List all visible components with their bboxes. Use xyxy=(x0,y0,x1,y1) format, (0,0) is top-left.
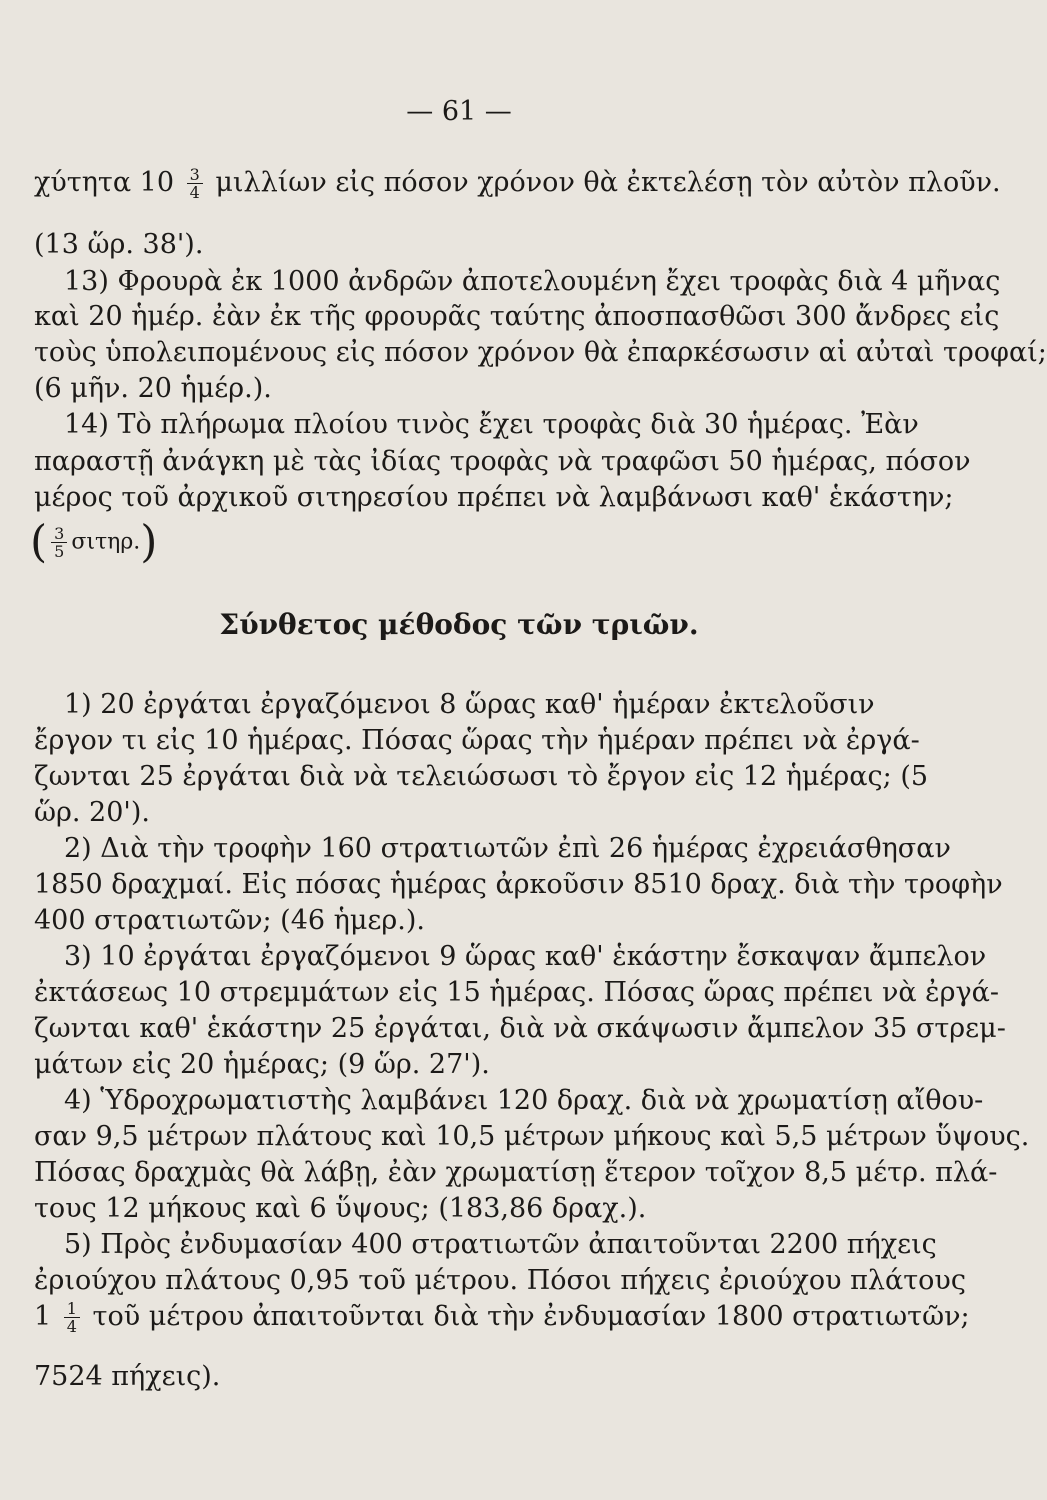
text-line: ἐριούχου πλάτους 0,95 τοῦ μέτρου. Πόσοι πήχεις ἐριούχου πλάτους xyxy=(34,1265,966,1296)
text-line: 3) 10 ἐργάται ἐργαζόμενοι 9 ὥρας καθ' ἑκάστην ἔσκαψαν ἄμπελον xyxy=(64,941,987,972)
text-line: τους 12 μήκους καὶ 6 ὕψους; (183,86 δραχ.). xyxy=(34,1193,647,1224)
text-span: μιλλίων εἰς πόσον χρόνον θὰ ἐκτελέσῃ τὸν αὐτὸν πλοῦν. xyxy=(206,167,1001,198)
text-line: (13 ὥρ. 38'). xyxy=(34,229,204,260)
fraction xyxy=(64,1300,80,1335)
text-line: (6 μῆν. 20 ἡμέρ.). xyxy=(34,373,272,404)
fraction-denominator: 4 xyxy=(189,183,200,202)
text-line: 7524 πήχεις). xyxy=(34,1361,221,1392)
text-span: 1 xyxy=(34,1301,60,1332)
text-line: 5) Πρὸς ἐνδυμασίαν 400 στρατιωτῶν ἀπαιτοῦνται 2200 πήχεις xyxy=(64,1229,937,1260)
fraction-denominator: 4 xyxy=(66,1317,77,1336)
text-line: ζωνται 25 ἐργάται διὰ νὰ τελειώσωσι τὸ ἔργον εἰς 12 ἡμέρας; (5 xyxy=(34,761,929,792)
fraction-denominator: 5 xyxy=(54,542,65,561)
text-span: χύτητα 10 xyxy=(34,167,183,198)
text-span: τοῦ μέτρου ἀπαιτοῦνται διὰ τὴν ἐνδυμασίαν 1800 στρατιωτῶν; xyxy=(83,1301,970,1332)
text-line xyxy=(34,1299,970,1336)
text-line: Πόσας δραχμὰς θὰ λάβῃ, ἐὰν χρωματίσῃ ἕτερον τοῖχον 8,5 μέτρ. πλά- xyxy=(34,1157,998,1188)
text-line: καὶ 20 ἡμέρ. ἐὰν ἐκ τῆς φρουρᾶς ταύτης ἀποσπασθῶσι 300 ἄνδρες εἰς xyxy=(34,301,1000,332)
text-line: 4) Ὑδροχρωματιστὴς λαμβάνει 120 δραχ. διὰ νὰ χρωματίσῃ αἴθου- xyxy=(64,1085,984,1116)
text-line xyxy=(34,165,1001,202)
text-line: 2) Διὰ τὴν τροφὴν 160 στρατιωτῶν ἐπὶ 26 ἡμέρας ἐχρειάσθησαν xyxy=(64,833,951,864)
page-number: — 61 — xyxy=(406,96,512,127)
fraction-numerator: 3 xyxy=(187,166,203,184)
text-line: ἔργον τι εἰς 10 ἡμέρας. Πόσας ὥρας τὴν ἡμέραν πρέπει νὰ ἐργά- xyxy=(34,725,920,756)
text-line: 1) 20 ἐργάται ἐργαζόμενοι 8 ὥρας καθ' ἡμέραν ἐκτελοῦσιν xyxy=(64,689,875,720)
text-line: 1850 δραχμαί. Εἰς πόσας ἡμέρας ἀρκοῦσιν 8510 δραχ. διὰ τὴν τροφὴν xyxy=(34,869,1003,900)
fraction xyxy=(187,166,203,201)
text-line: σαν 9,5 μέτρων πλάτους καὶ 10,5 μέτρων μήκους καὶ 5,5 μέτρων ὕψους. xyxy=(34,1121,1030,1152)
text-line: 400 στρατιωτῶν; (46 ἡμερ.). xyxy=(34,905,425,936)
answer-fraction-line: ( $\frac{3}{5}$ σιτηρ.) xyxy=(30,516,158,568)
text-line: παραστῇ ἀνάγκη μὲ τὰς ἰδίας τροφὰς νὰ τραφῶσι 50 ἡμέρας, πόσον xyxy=(34,446,971,477)
fraction xyxy=(51,525,67,560)
text-line: τοὺς ὑπολειπομένους εἰς πόσον χρόνον θὰ ἐπαρκέσωσιν αἱ αὐταὶ τροφαί; xyxy=(34,337,1047,368)
answer-text: σιτηρ. xyxy=(71,529,141,555)
section-heading: Σύνθετος μέθοδος τῶν τριῶν. xyxy=(219,608,699,641)
text-line: 13) Φρουρὰ ἐκ 1000 ἀνδρῶν ἀποτελουμένη ἔχει τροφὰς διὰ 4 μῆνας xyxy=(64,266,1001,297)
text-line: ὥρ. 20'). xyxy=(34,797,150,828)
text-line: ζωνται καθ' ἑκάστην 25 ἐργάται, διὰ νὰ σκάψωσιν ἄμπελον 35 στρεμ- xyxy=(34,1013,1006,1044)
text-line: 14) Τὸ πλήρωμα πλοίου τινὸς ἔχει τροφὰς διὰ 30 ἡμέρας. Ἐὰν xyxy=(64,409,919,440)
fraction-numerator: 3 xyxy=(51,525,67,543)
text-line: μάτων εἰς 20 ἡμέρας; (9 ὥρ. 27'). xyxy=(34,1049,490,1080)
text-line: μέρος τοῦ ἀρχικοῦ σιτηρεσίου πρέπει νὰ λαμβάνωσι καθ' ἑκάστην; xyxy=(34,482,954,513)
fraction-numerator: 1 xyxy=(64,1300,80,1318)
text-line: ἐκτάσεως 10 στρεμμάτων εἰς 15 ἡμέρας. Πόσας ὥρας πρέπει νὰ ἐργά- xyxy=(34,977,1000,1008)
